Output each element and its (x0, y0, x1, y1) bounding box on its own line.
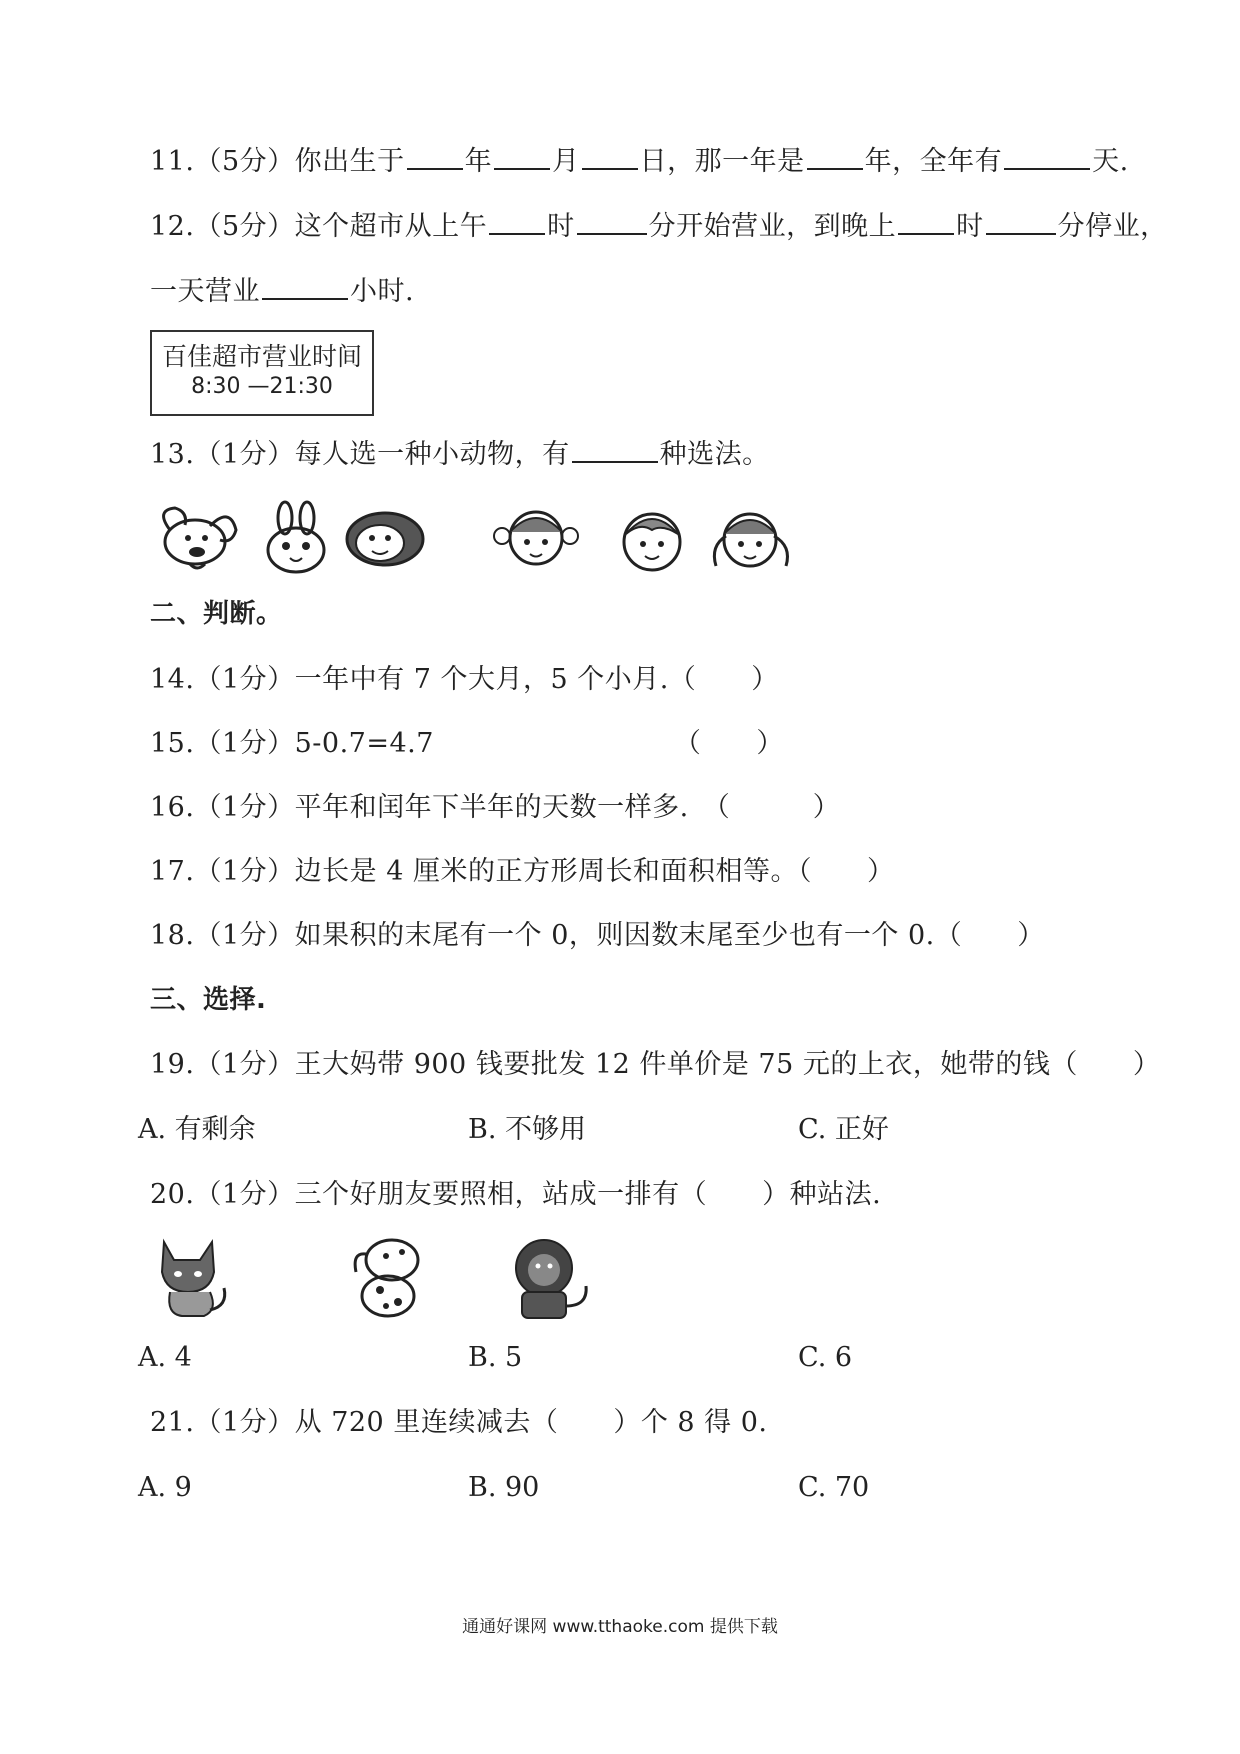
question-21: 21.（1分）从 720 里连续减去（ ）个 8 得 0. (150, 1407, 768, 1438)
question-18: 18.（1分）如果积的末尾有一个 0，则因数末尾至少也有一个 0.（ ） (150, 920, 1045, 951)
question-13: 13.（1分）每人选一种小动物，有 种选法。 (150, 435, 770, 475)
answer-parens[interactable]: （ ） (673, 728, 784, 759)
option-b[interactable]: B. 90 (468, 1472, 540, 1503)
dog-icon (150, 500, 240, 576)
answer-blank[interactable] (1004, 142, 1090, 170)
option-c[interactable]: C. 70 (798, 1472, 870, 1503)
answer-blank[interactable] (898, 207, 954, 235)
answer-blank[interactable] (494, 142, 550, 170)
option-b[interactable]: B. 不够用 (468, 1114, 587, 1145)
girl-icon (492, 496, 580, 580)
question-14: 14.（1分）一年中有 7 个大月，5 个小月.（ ） (150, 664, 779, 695)
question-15: 15.（1分）5-0.7=4.7 （ ） (150, 728, 784, 759)
sign-title: 百佳超市营业时间 (161, 342, 362, 371)
boy-icon (612, 500, 692, 580)
section-heading-choice: 三、选择. (150, 985, 267, 1015)
monkey-icon (342, 505, 428, 571)
store-hours-sign (150, 330, 374, 416)
answer-blank[interactable] (572, 435, 658, 463)
option-c[interactable]: C. 正好 (798, 1114, 889, 1145)
cat-icon (152, 1232, 232, 1318)
option-c[interactable]: C. 6 (798, 1342, 853, 1373)
question-19: 19.（1分）王大妈带 900 钱要批发 12 件单价是 75 元的上衣，她带的钱（ ） (150, 1049, 1161, 1080)
answer-blank[interactable] (986, 207, 1056, 235)
question-16: 16.（1分）平年和闰年下半年的天数一样多. （ ） (150, 792, 841, 823)
dog-icon (346, 1232, 430, 1320)
lion-icon (506, 1236, 594, 1320)
section-heading-judgement: 二、判断。 (150, 599, 283, 629)
option-a[interactable]: A. 9 (138, 1472, 192, 1503)
option-a[interactable]: A. 有剩余 (138, 1114, 256, 1145)
sign-hours: 8:30 —21:30 (191, 374, 333, 399)
option-b[interactable]: B. 5 (468, 1342, 523, 1373)
question-11: 11.（5分）你出生于 年 月 日，那一年是 年，全年有 天. (150, 142, 1129, 182)
answer-blank[interactable] (489, 207, 545, 235)
question-20: 20.（1分）三个好朋友要照相，站成一排有（ ）种站法. (150, 1179, 882, 1210)
question-12-continued: 一天营业 小时. (150, 272, 414, 312)
question-17: 17.（1分）边长是 4 厘米的正方形周长和面积相等。（ ） (150, 856, 895, 887)
page-footer: 通通好课网 www.tthaoke.com 提供下载 (462, 1617, 778, 1637)
answer-blank[interactable] (407, 142, 463, 170)
answer-blank[interactable] (807, 142, 863, 170)
answer-blank[interactable] (582, 142, 638, 170)
question-12: 12.（5分）这个超市从上午 时 分开始营业，到晚上 时 分停业， (150, 207, 1168, 247)
answer-blank[interactable] (262, 272, 348, 300)
answer-blank[interactable] (577, 207, 647, 235)
option-a[interactable]: A. 4 (138, 1342, 192, 1373)
rabbit-icon (255, 500, 335, 576)
girl-icon (704, 496, 796, 580)
